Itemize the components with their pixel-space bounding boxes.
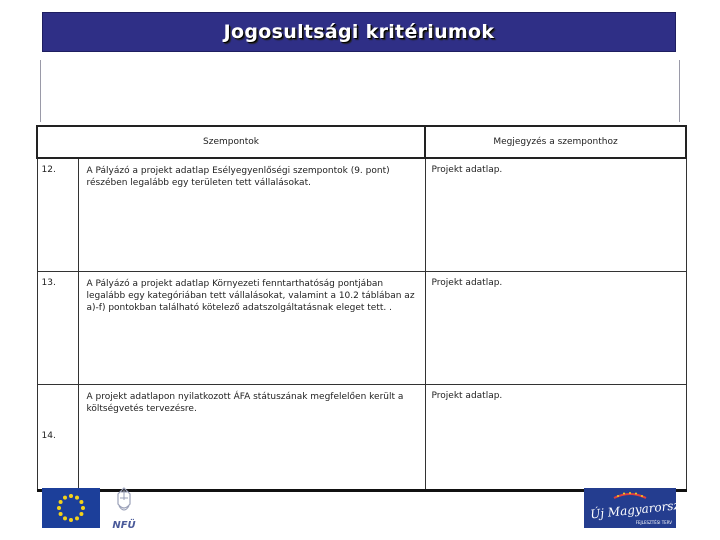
table-row: [37, 271, 686, 384]
row-number: 12.: [37, 158, 78, 271]
criterion-note: Projekt adatlap.: [425, 384, 686, 491]
row-number-cell: [37, 384, 78, 491]
criteria-table: [36, 125, 687, 492]
uj-logo-subtext: FEJLESZTÉSI TERV: [635, 520, 672, 525]
nfu-logo-text: NFÜ: [112, 520, 136, 531]
nfu-logo: [108, 486, 140, 530]
criterion-text: A Pályázó a projekt adatlap Környezeti fenntarthatóság pontjában legalább egy kategóriában tett vállalásokat, valamint a 10.2 táblában az a)-f) pontokban található kötelező adatszolgáltatásnak eleget tett. .: [78, 271, 425, 384]
crest-icon: [108, 486, 140, 516]
page-title: Jogosultsági kritériumok: [223, 21, 495, 43]
table-row: [37, 384, 686, 491]
criterion-note: Projekt adatlap.: [425, 158, 686, 271]
row-number: 14.: [41, 431, 56, 441]
notes-header: Megjegyzés a szemponthoz: [425, 126, 686, 158]
title-banner: [42, 12, 676, 52]
table-header-row: [37, 126, 686, 158]
left-margin-line: [40, 60, 41, 122]
criteria-header: Szempontok: [37, 126, 425, 158]
eu-stars-icon: [42, 488, 100, 528]
uj-magyarorszag-logo: [584, 488, 696, 528]
uj-logo-text: Új Magyarország: [589, 496, 696, 522]
eu-flag-logo: [42, 488, 100, 528]
right-margin-line: [679, 60, 680, 122]
table-row: [37, 158, 686, 271]
criterion-note: Projekt adatlap.: [425, 271, 686, 384]
criterion-text: A projekt adatlapon nyilatkozott ÁFA státuszának megfelelően került a költségvetés tervezésre.: [78, 384, 425, 491]
criterion-text: A Pályázó a projekt adatlap Esélyegyenlőségi szempontok (9. pont) részében legalább egy területen tett vállalásokat.: [78, 158, 425, 271]
row-number: 13.: [37, 271, 78, 384]
